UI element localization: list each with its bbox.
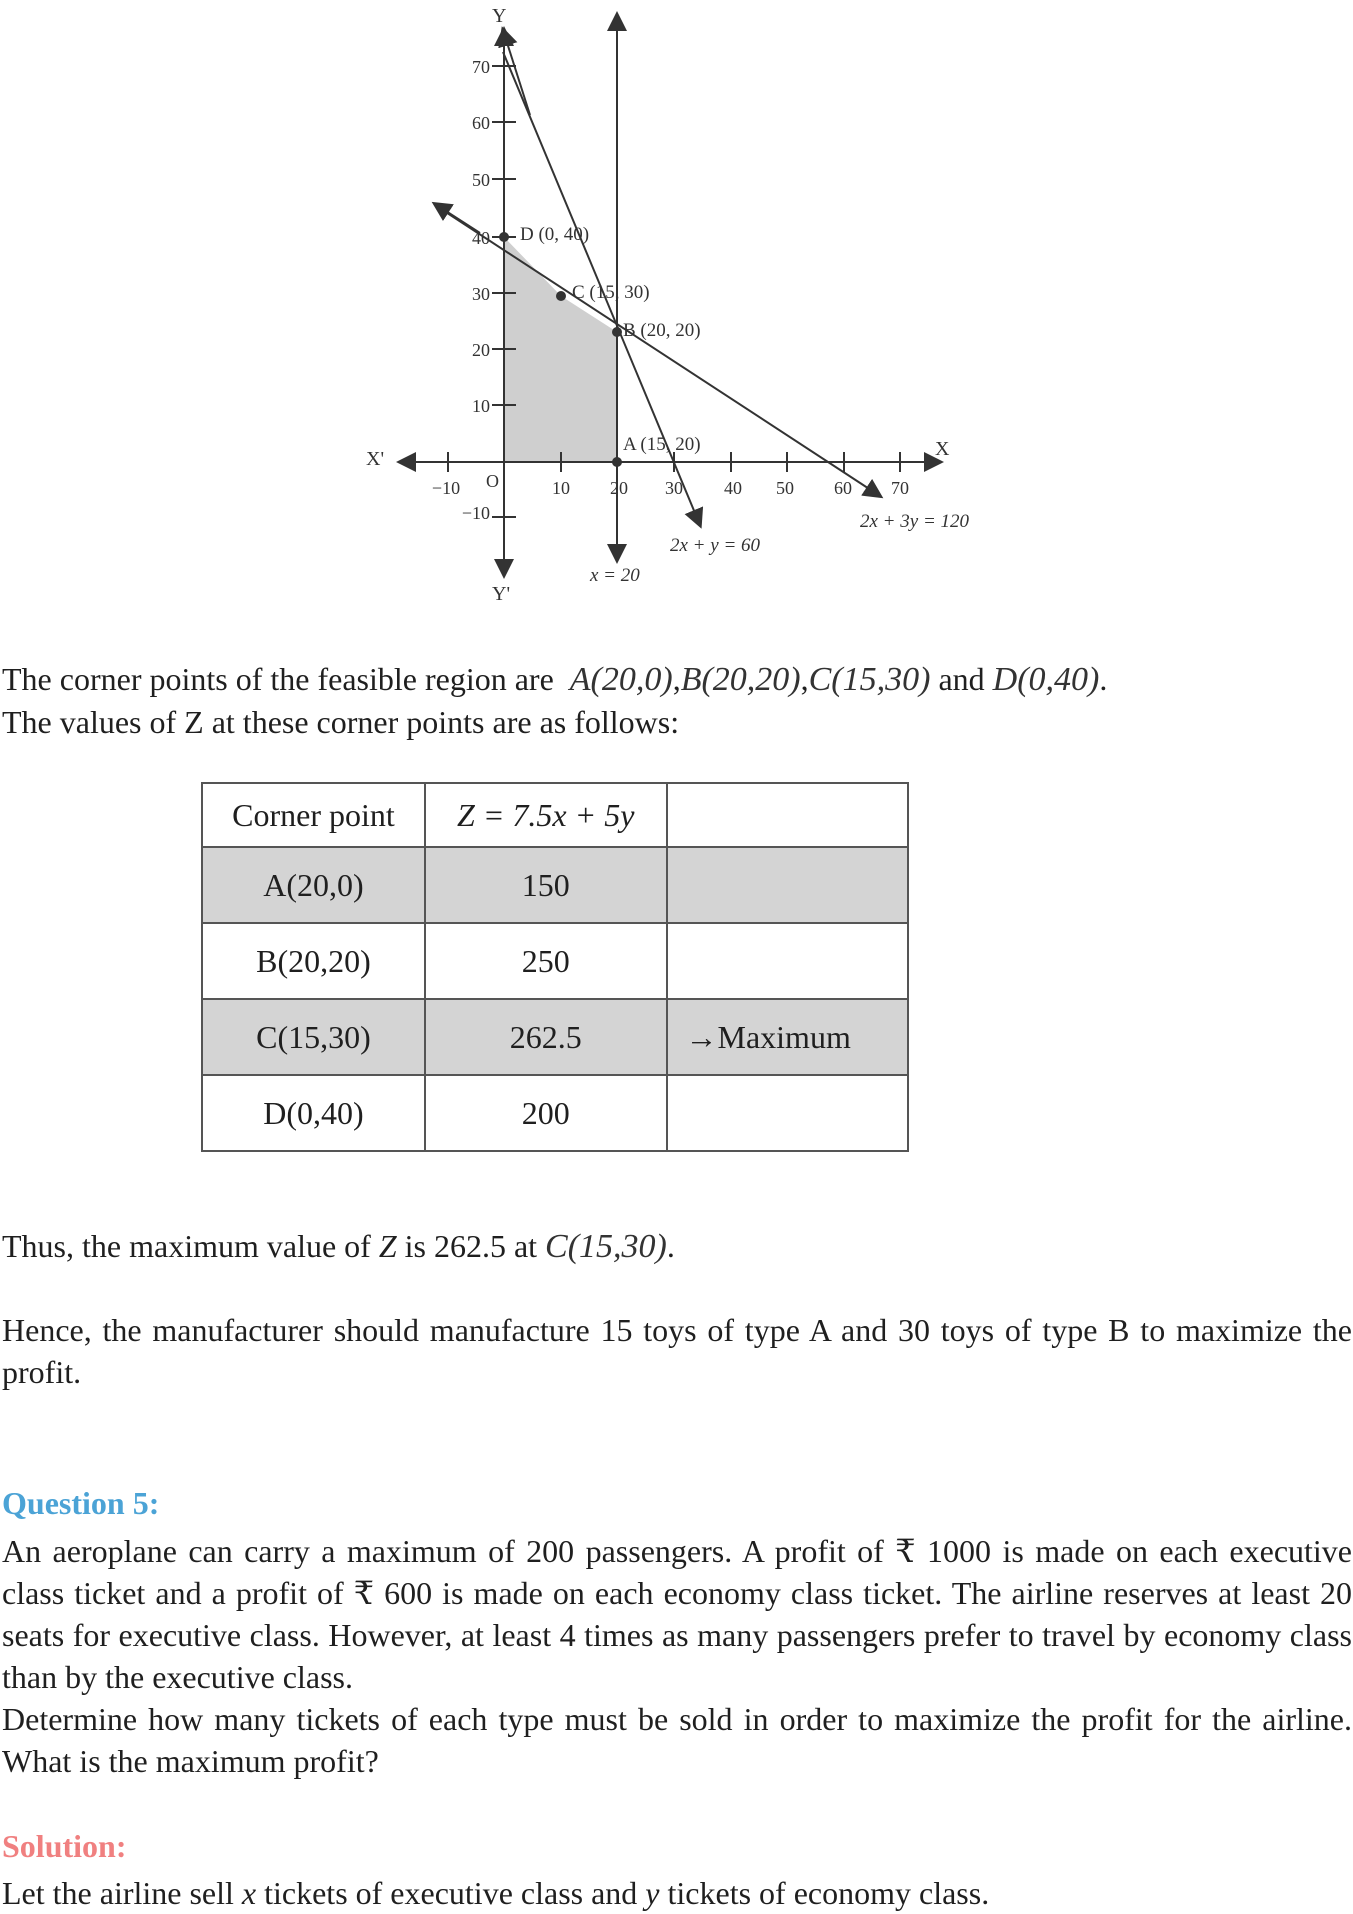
label-point-A: A (15, 20) <box>623 434 701 455</box>
question-title: Question 5: <box>2 1485 160 1521</box>
cell-note <box>667 923 909 999</box>
question-para-1: An aeroplane can carry a maximum of 200 passengers. A profit of ₹ 1000 is made on each executive class ticket and a profit of ₹ 600 is made on each economy class ticket. The airline reserves at least 20 seats for executive class. However, at least 4 times as many passengers prefer to travel by economy class than by the executive class. <box>2 1533 1352 1695</box>
axis-label-x-neg: X' <box>366 448 385 470</box>
maximum-conclusion: Thus, the maximum value of Z is 262.5 at C(15,30). <box>2 1228 675 1265</box>
table-row <box>202 923 908 999</box>
label-line-2x-3y-120: 2x + 3y = 120 <box>860 511 970 532</box>
y-tick-label: 50 <box>472 170 490 190</box>
label-line-2x-y-60: 2x + y = 60 <box>670 535 761 556</box>
cell-note: →Maximum <box>667 999 909 1075</box>
header-z: Z = 7.5x + 5y <box>425 783 667 847</box>
cell-note <box>667 847 909 923</box>
axis-label-y-neg: Y' <box>492 583 511 605</box>
question-para-2: Determine how many tickets of each type must be sold in order to maximize the profit for the airline. What is the maximum profit? <box>2 1701 1352 1779</box>
point-B <box>612 327 622 337</box>
z-variable: Z <box>378 1228 397 1264</box>
axis-label-x: X <box>935 438 950 460</box>
point-A <box>612 457 622 467</box>
y-tick-label: 20 <box>472 340 490 360</box>
x-tick-label: 40 <box>724 478 742 498</box>
header-corner-point: Corner point <box>202 783 425 847</box>
point-C-math: C(15,30) <box>808 661 931 698</box>
solution-text-1: Let the airline sell <box>2 1875 234 1911</box>
y-tick-label: −10 <box>461 503 490 523</box>
table-row <box>202 1075 908 1151</box>
solution-title: Solution: <box>2 1828 127 1864</box>
y-tick-label: 30 <box>472 284 490 304</box>
table-header-row <box>202 783 908 847</box>
cell-z: 150 <box>425 847 667 923</box>
y-tick-label: 10 <box>472 396 490 416</box>
feasible-region-graph <box>0 0 1353 610</box>
corner-points-intro: The corner points of the feasible region are A(20,0),B(20,20),C(15,30) and D(0,40). The values of Z at these corner points are as follows: <box>2 661 1108 740</box>
cell-point: C(15,30) <box>202 999 425 1075</box>
point-B-math: B(20,20) <box>680 661 801 698</box>
header-blank <box>667 783 909 847</box>
cell-z: 262.5 <box>425 999 667 1075</box>
intro-line-2: The values of Z at these corner points are as follows: <box>2 704 680 740</box>
x-tick-label: 30 <box>665 478 683 498</box>
cell-z: 200 <box>425 1075 667 1151</box>
x-tick-label: 20 <box>610 478 628 498</box>
y-variable: y <box>645 1875 660 1911</box>
origin-label: O <box>486 471 499 491</box>
y-tick-label: 60 <box>472 113 490 133</box>
point-C <box>556 291 566 301</box>
and-word: and <box>938 661 985 697</box>
x-tick-label: −10 <box>431 478 461 498</box>
cell-point: D(0,40) <box>202 1075 425 1151</box>
conclusion-middle: is 262.5 at <box>404 1228 538 1264</box>
axis-label-y: Y <box>492 5 507 27</box>
table-row <box>202 847 908 923</box>
x-variable: x <box>241 1875 257 1911</box>
corner-point-table <box>201 782 909 1152</box>
y-tick-label: 70 <box>472 57 490 77</box>
table-row <box>202 999 908 1075</box>
solution-line <box>2 1872 1352 1914</box>
label-point-D: D (0, 40) <box>520 224 590 245</box>
cell-z: 250 <box>425 923 667 999</box>
label-point-B: B (20, 20) <box>623 320 701 341</box>
cell-note <box>667 1075 909 1151</box>
label-point-C: C (15, 30) <box>572 282 650 303</box>
x-tick-label: 50 <box>776 478 794 498</box>
line-2x-plus-y-60-up <box>503 30 530 115</box>
point-D <box>499 232 509 242</box>
cell-point: B(20,20) <box>202 923 425 999</box>
point-A-math: A(20,0) <box>569 661 673 698</box>
cell-point: A(20,0) <box>202 847 425 923</box>
x-tick-label: 10 <box>552 478 570 498</box>
x-tick-label: 60 <box>834 478 852 498</box>
label-line-x-20: x = 20 <box>590 565 640 586</box>
feasible-region <box>504 237 617 462</box>
y-tick-label: 40 <box>472 228 490 248</box>
conclusion-prefix: Thus, the maximum value of <box>2 1228 371 1264</box>
point-D-math: D(0,40) <box>992 661 1100 698</box>
x-tick-label: 70 <box>891 478 909 498</box>
point-C-conclusion: C(15,30) <box>545 1228 667 1265</box>
hence-paragraph: Hence, the manufacturer should manufacture 15 toys of type A and 30 toys of type B to maximize the profit. <box>2 1312 1352 1390</box>
solution-text-2: tickets of executive class and <box>264 1875 638 1911</box>
solution-text-3: tickets of economy class. <box>667 1875 990 1911</box>
intro-text: The corner points of the feasible region are <box>2 661 554 697</box>
